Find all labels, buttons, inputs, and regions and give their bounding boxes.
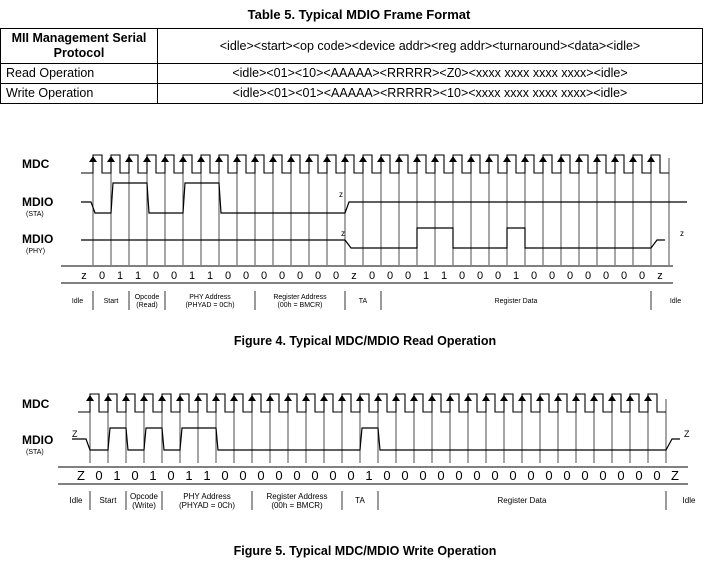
rising-edge-arrow [629, 156, 637, 162]
bit-value: 0 [563, 468, 571, 483]
rising-edge-arrow [194, 395, 202, 401]
bit-value: 0 [548, 270, 556, 282]
rising-edge-arrow [611, 156, 619, 162]
fig4-sta-label: MDIO [22, 195, 54, 209]
bit-value: 0 [275, 468, 283, 483]
rising-edge-arrow [536, 395, 544, 401]
rising-edge-arrow [410, 395, 418, 401]
bit-value: 1 [203, 468, 211, 483]
rising-edge-arrow [215, 156, 223, 162]
fig5-sta-waveform [72, 428, 680, 450]
rising-edge-arrow [413, 156, 421, 162]
rising-edge-arrow [140, 395, 148, 401]
bit-value: 0 [491, 468, 499, 483]
bit-value: 0 [653, 468, 661, 483]
bit-value: 1 [512, 270, 520, 282]
bit-value: z [351, 270, 357, 282]
bit-value: 0 [368, 270, 376, 282]
bit-value: 0 [95, 468, 103, 483]
bit-value: 0 [455, 468, 463, 483]
fig5-mdc-waveform [78, 394, 666, 412]
bit-value: 0 [599, 468, 607, 483]
bit-value: 0 [347, 468, 355, 483]
bit-value: 0 [494, 270, 502, 282]
rising-edge-arrow [302, 395, 310, 401]
sta-signal [81, 183, 687, 213]
fig4-phy-label: MDIO [22, 232, 54, 246]
field-label: Register Address (00h = BMCR) [273, 294, 327, 309]
rising-edge-arrow [485, 156, 493, 162]
bit-value: 0 [458, 270, 466, 282]
rising-edge-arrow [341, 156, 349, 162]
field-label: TA [355, 496, 365, 505]
rising-edge-arrow [251, 156, 259, 162]
fig4-bit-gridlines [93, 158, 669, 265]
rising-edge-arrow [356, 395, 364, 401]
rising-edge-arrow [179, 156, 187, 162]
bit-value: 0 [224, 270, 232, 282]
field-label: Opcode (Read) [134, 294, 160, 309]
bit-value: 1 [149, 468, 157, 483]
fig4-phy-z-mark: z [680, 229, 684, 238]
header-frame-format: <idle><start><op code><device addr><reg addr><turnaround><data><idle> [158, 29, 703, 64]
bit-value: 0 [602, 270, 610, 282]
rising-edge-arrow [395, 156, 403, 162]
phy-signal [81, 228, 665, 248]
bit-value: 0 [170, 270, 178, 282]
header-protocol: MII Management Serial Protocol [1, 29, 158, 64]
bit-value: 0 [437, 468, 445, 483]
rising-edge-arrow [428, 395, 436, 401]
bit-value: 0 [332, 270, 340, 282]
rising-edge-arrow [572, 395, 580, 401]
bit-value: 0 [131, 468, 139, 483]
fig4-bit-row [61, 266, 673, 283]
rising-edge-arrow [158, 395, 166, 401]
rising-edge-arrow [143, 156, 151, 162]
mdio-frame-format-table [0, 28, 703, 104]
rising-edge-arrow [89, 156, 97, 162]
bit-value: 1 [185, 468, 193, 483]
table-row [1, 64, 703, 84]
fig5-bit-row [58, 467, 688, 484]
field-label: Start [103, 298, 119, 305]
rising-edge-arrow [467, 156, 475, 162]
fig5-sta-sub: (STA) [26, 449, 44, 456]
fig4-phy-z-mark: z [341, 229, 345, 238]
bit-value: 0 [257, 468, 265, 483]
mdc-clock-line [78, 394, 666, 412]
bit-value: 0 [167, 468, 175, 483]
rising-edge-arrow [107, 156, 115, 162]
field-label: Register Data [497, 496, 547, 505]
rising-edge-arrow [374, 395, 382, 401]
rising-edge-arrow [176, 395, 184, 401]
rising-edge-arrow [104, 395, 112, 401]
bit-value: 0 [617, 468, 625, 483]
field-label: TA [358, 298, 368, 305]
rising-edge-arrow [212, 395, 220, 401]
bit-value: 0 [242, 270, 250, 282]
field-label: Idle [682, 496, 696, 505]
rising-edge-arrow [590, 395, 598, 401]
bit-value: 0 [260, 270, 268, 282]
rising-edge-arrow [287, 156, 295, 162]
rising-edge-arrow [125, 156, 133, 162]
bit-value: 0 [152, 270, 160, 282]
bit-value: 1 [422, 270, 430, 282]
bit-value: 1 [188, 270, 196, 282]
fig4-phy-sub: (PHY) [26, 248, 46, 255]
figure4-timing-diagram [0, 140, 718, 310]
rising-edge-arrow [575, 156, 583, 162]
rising-edge-arrow [86, 395, 94, 401]
bit-value: 0 [545, 468, 553, 483]
rising-edge-arrow [161, 156, 169, 162]
bit-value: 0 [584, 270, 592, 282]
figure5-caption: Figure 5. Typical MDC/MDIO Write Operation [233, 544, 497, 558]
rising-edge-arrow [233, 156, 241, 162]
bit-value: Z [671, 468, 679, 483]
bit-value: 0 [98, 270, 106, 282]
rising-edge-arrow [269, 156, 277, 162]
fig5-z-mark: Z [72, 429, 78, 439]
bit-value: z [81, 270, 87, 282]
bit-value: 0 [530, 270, 538, 282]
rising-edge-arrow [503, 156, 511, 162]
rising-edge-arrow [359, 156, 367, 162]
fig4-mdc-waveform [81, 155, 669, 173]
bit-value: 0 [527, 468, 535, 483]
rising-edge-arrow [338, 395, 346, 401]
rising-edge-arrow [521, 156, 529, 162]
bit-value: 0 [278, 270, 286, 282]
field-label: Start [99, 496, 117, 505]
field-label: Opcode (Write) [129, 492, 159, 510]
fig5-z-mark: Z [684, 429, 690, 439]
mdc-clock-line [81, 155, 669, 173]
bit-value: 0 [239, 468, 247, 483]
field-label: PHY Address (PHYAD = 0Ch) [178, 492, 236, 510]
table-row [1, 84, 703, 104]
bit-value: 1 [206, 270, 214, 282]
rising-edge-arrow [608, 395, 616, 401]
bit-value: 0 [473, 468, 481, 483]
row-frame: <idle><01><01><AAAAA><RRRRR><10><xxxx xxxx xxxx xxxx><idle> [158, 84, 703, 104]
bit-value: 0 [314, 270, 322, 282]
rising-edge-arrow [518, 395, 526, 401]
rising-edge-arrow [449, 156, 457, 162]
rising-edge-arrow [305, 156, 313, 162]
sta-signal [72, 428, 680, 450]
fig4-sta-z-mark: z [339, 190, 343, 199]
fig4-mdc-label: MDC [22, 157, 50, 171]
field-label: Idle [669, 298, 682, 305]
fig5-field-labels [70, 491, 696, 510]
bit-value: 0 [419, 468, 427, 483]
rising-edge-arrow [320, 395, 328, 401]
bit-value: z [657, 270, 663, 282]
rising-edge-arrow [647, 156, 655, 162]
row-frame: <idle><01><10><AAAAA><RRRRR><Z0><xxxx xxxx xxxx xxxx><idle> [158, 64, 703, 84]
field-label: Idle [71, 298, 84, 305]
fig4-sta-waveform [81, 183, 687, 213]
rising-edge-arrow [554, 395, 562, 401]
rising-edge-arrow [482, 395, 490, 401]
fig5-sta-label: MDIO [22, 433, 54, 447]
field-label: Register Address (00h = BMCR) [266, 492, 328, 510]
table-caption: Table 5. Typical MDIO Frame Format [247, 7, 471, 22]
bit-value: 0 [635, 468, 643, 483]
rising-edge-arrow [323, 156, 331, 162]
bit-value: 0 [311, 468, 319, 483]
fig4-sta-sub: (STA) [26, 211, 44, 218]
bit-value: 0 [293, 468, 301, 483]
table-header-row [1, 29, 703, 64]
rising-edge-arrow [284, 395, 292, 401]
bit-value: 1 [134, 270, 142, 282]
rising-edge-arrow [248, 395, 256, 401]
rising-edge-arrow [230, 395, 238, 401]
rising-edge-arrow [464, 395, 472, 401]
bit-value: 0 [620, 270, 628, 282]
bit-value: 1 [113, 468, 121, 483]
bit-value: 0 [638, 270, 646, 282]
field-label: PHY Address (PHYAD = 0Ch) [185, 294, 235, 309]
field-label: Idle [69, 496, 83, 505]
figure4-caption: Figure 4. Typical MDC/MDIO Read Operation [233, 334, 497, 348]
bit-value: 0 [383, 468, 391, 483]
bit-value: 0 [401, 468, 409, 483]
bit-value: 0 [296, 270, 304, 282]
bit-value: 1 [116, 270, 124, 282]
field-label: Register Data [494, 298, 538, 305]
rising-edge-arrow [500, 395, 508, 401]
rising-edge-arrow [392, 395, 400, 401]
rising-edge-arrow [557, 156, 565, 162]
row-operation: Read Operation [1, 64, 158, 84]
rising-edge-arrow [626, 395, 634, 401]
rising-edge-arrow [644, 395, 652, 401]
fig4-phy-waveform [81, 228, 665, 248]
fig5-mdc-label: MDC [22, 397, 50, 411]
bit-value: 1 [440, 270, 448, 282]
rising-edge-arrow [593, 156, 601, 162]
rising-edge-arrow [446, 395, 454, 401]
bit-value: 0 [404, 270, 412, 282]
rising-edge-arrow [431, 156, 439, 162]
rising-edge-arrow [377, 156, 385, 162]
bit-value: 0 [221, 468, 229, 483]
bit-value: 1 [365, 468, 373, 483]
bit-value: 0 [386, 270, 394, 282]
rising-edge-arrow [122, 395, 130, 401]
bit-value: 0 [566, 270, 574, 282]
bit-value: 0 [509, 468, 517, 483]
bit-value: Z [77, 468, 85, 483]
rising-edge-arrow [266, 395, 274, 401]
bit-value: 0 [476, 270, 484, 282]
row-operation: Write Operation [1, 84, 158, 104]
rising-edge-arrow [197, 156, 205, 162]
rising-edge-arrow [539, 156, 547, 162]
bit-value: 0 [581, 468, 589, 483]
figure5-timing-diagram [0, 385, 718, 515]
fig4-field-labels [72, 291, 681, 310]
bit-value: 0 [329, 468, 337, 483]
